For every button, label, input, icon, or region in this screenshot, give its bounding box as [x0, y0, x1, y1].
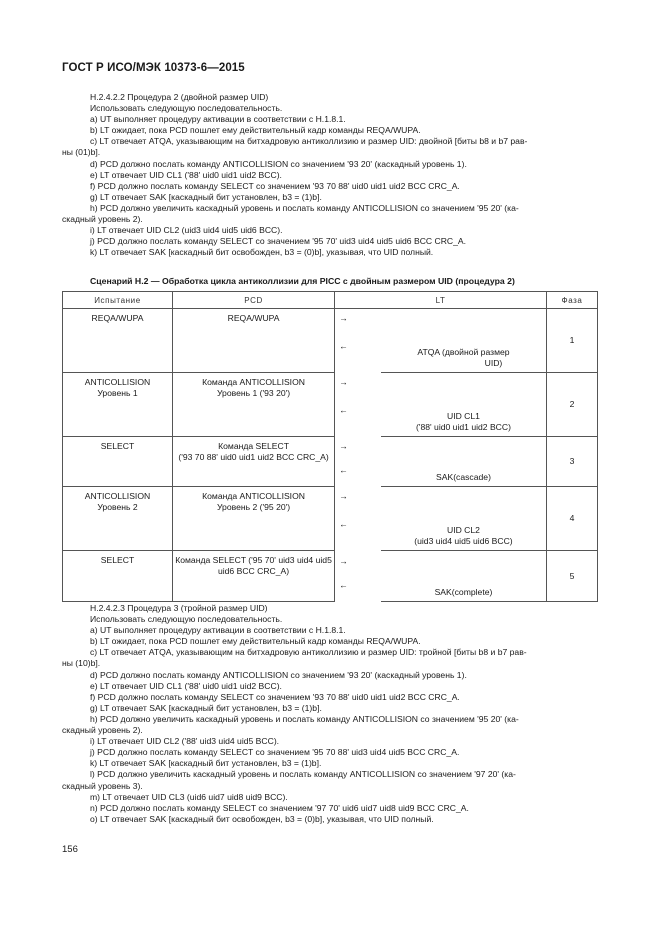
- text-line: l) PCD должно увеличить каскадный уровень и послать команду ANTICOLLISION со значением '97 20' (ка-: [90, 769, 516, 780]
- text-line: h) PCD должно увеличить каскадный уровень и послать команду ANTICOLLISION со значением '95 20' (ка-: [90, 713, 519, 724]
- cell-test: ANTICOLLISION Уровень 1: [63, 373, 173, 437]
- text-line: c) LT отвечает ATQA, указывающим на битхадровую антиколлизию и размер UID: тройной [биты b8 и b7 рав-: [90, 647, 527, 658]
- arrow-right-icon: →: [339, 441, 348, 451]
- scenario-table: [62, 291, 598, 602]
- procedure-2-section: [62, 92, 598, 258]
- text-line: b) LT ожидает, пока PCD пошлет ему действительный кадр команды REQA/WUPA.: [90, 125, 421, 136]
- header-phase: Фаза: [547, 292, 598, 309]
- text-line: Использовать следующую последовательность.: [90, 614, 283, 625]
- text-line: скадный уровень 2).: [62, 214, 143, 225]
- text-line: i) LT отвечает UID CL2 ('88' uid3 uid4 uid5 BCC).: [90, 736, 280, 747]
- text-line: i) LT отвечает UID CL2 (uid3 uid4 uid5 uid6 BCC).: [90, 225, 283, 236]
- text-line: k) LT отвечает SAK [каскадный бит установлен, b3 = (1)b].: [90, 758, 322, 769]
- text-line: j) PCD должно послать команду SELECT со значением '95 70 88' uid3 uid4 uid5 BCC CRC_A.: [90, 747, 460, 758]
- arrow-right-icon: →: [339, 555, 348, 566]
- arrow-left-icon: ←: [339, 404, 348, 415]
- table-caption: Сценарий H.2 — Обработка цикла антиколлизии для PICC с двойным размером UID (процедура 2): [90, 276, 515, 286]
- text-line: скадный уровень 2).: [62, 725, 143, 736]
- text-line: f) PCD должно послать команду SELECT со значением '93 70 88' uid0 uid1 uid2 BCC CRC_A.: [90, 180, 460, 191]
- table-row: [63, 487, 598, 551]
- text-line: e) LT отвечает UID CL1 ('88' uid0 uid1 uid2 BCC).: [90, 169, 282, 180]
- text-line: o) LT отвечает SAK [каскадный бит освобожден, b3 = (0)b], указывая, что UID полный.: [90, 813, 434, 824]
- cell-pcd: Команда ANTICOLLISION Уровень 1 ('93 20'): [173, 373, 335, 437]
- text-line: m) LT отвечает UID CL3 (uid6 uid7 uid8 uid9 BCC).: [90, 791, 288, 802]
- cell-phase: 5: [547, 551, 598, 602]
- text-line: d) PCD должно послать команду ANTICOLLISION со значением '93 20' (каскадный уровень 1).: [90, 669, 467, 680]
- arrow-left-icon: ←: [339, 518, 348, 529]
- cell-pcd: Команда SELECT ('93 70 88' uid0 uid1 uid2 BCC CRC_A): [173, 437, 335, 487]
- text-line: d) PCD должно послать команду ANTICOLLISION со значением '93 20' (каскадный уровень 1).: [90, 158, 467, 169]
- page-number: 156: [62, 844, 78, 855]
- table-header-row: [63, 292, 598, 309]
- cell-phase: 1: [547, 309, 598, 373]
- table-row: [63, 437, 598, 487]
- procedure-3-section: [62, 603, 598, 825]
- text-line: n) PCD должно послать команду SELECT со значением '97 70' uid6 uid7 uid8 uid9 BCC CRC_A.: [90, 802, 469, 813]
- cell-test: REQA/WUPA: [63, 309, 173, 373]
- cell-pcd: Команда SELECT ('95 70' uid3 uid4 uid5 uid6 BCC CRC_A): [173, 551, 335, 602]
- text-line: b) LT ожидает, пока PCD пошлет ему действительный кадр команды REQA/WUPA.: [90, 636, 421, 647]
- text-line: k) LT отвечает SAK [каскадный бит освобожден, b3 = (0)b], указывая, что UID полный.: [90, 247, 434, 258]
- cell-lt: UID CL2 (uid3 uid4 uid5 uid6 BCC): [381, 487, 547, 551]
- text-line: g) LT отвечает SAK [каскадный бит установлен, b3 = (1)b].: [90, 702, 322, 713]
- arrow-left-icon: ←: [339, 340, 348, 351]
- arrow-left-icon: ←: [339, 579, 348, 590]
- cell-pcd: REQA/WUPA: [173, 309, 335, 373]
- arrow-right-icon: →: [339, 312, 348, 323]
- text-line: c) LT отвечает ATQA, указывающим на битхадровую антиколлизию и размер UID: двойной [биты b8 и b7 рав-: [90, 136, 528, 147]
- text-line: e) LT отвечает UID CL1 ('88' uid0 uid1 uid2 BCC).: [90, 680, 282, 691]
- cell-direction: [335, 373, 381, 437]
- table-row: [63, 373, 598, 437]
- cell-phase: 4: [547, 487, 598, 551]
- text-line: f) PCD должно послать команду SELECT со значением '93 70 88' uid0 uid1 uid2 BCC CRC_A.: [90, 691, 460, 702]
- cell-lt: SAK(cascade): [381, 437, 547, 487]
- arrow-right-icon: →: [339, 376, 348, 387]
- cell-lt: ATQA (двойной размер UID): [381, 309, 547, 373]
- table-row: [63, 309, 598, 373]
- cell-direction: [335, 437, 381, 487]
- section-heading: H.2.4.2.2 Процедура 2 (двойной размер UID): [90, 92, 269, 102]
- text-line: j) PCD должно послать команду SELECT со значением '95 70' uid3 uid4 uid5 uid6 BCC CRC_A.: [90, 236, 467, 247]
- header-lt: LT: [335, 292, 547, 309]
- text-line: ны (01)b].: [62, 147, 101, 158]
- cell-lt: SAK(complete): [381, 551, 547, 602]
- cell-direction: [335, 551, 381, 602]
- text-line: a) UT выполняет процедуру активации в соответствии с H.1.8.1.: [90, 625, 346, 636]
- arrow-left-icon: ←: [339, 465, 348, 475]
- text-line: g) LT отвечает SAK [каскадный бит установлен, b3 = (1)b].: [90, 191, 322, 202]
- cell-lt: UID CL1 ('88' uid0 uid1 uid2 BCC): [381, 373, 547, 437]
- text-line: ны (10)b].: [62, 658, 101, 669]
- text-line: a) UT выполняет процедуру активации в соответствии с H.1.8.1.: [90, 114, 346, 125]
- table-row: [63, 551, 598, 602]
- cell-phase: 3: [547, 437, 598, 487]
- document-header: ГОСТ Р ИСО/МЭК 10373-6—2015: [62, 62, 245, 74]
- arrow-right-icon: →: [339, 490, 348, 501]
- cell-direction: [335, 309, 381, 373]
- cell-pcd: Команда ANTICOLLISION Уровень 2 ('95 20'): [173, 487, 335, 551]
- cell-direction: [335, 487, 381, 551]
- text-line: h) PCD должно увеличить каскадный уровень и послать команду ANTICOLLISION со значением '95 20' (ка-: [90, 202, 519, 213]
- header-pcd: PCD: [173, 292, 335, 309]
- header-test: Испытание: [63, 292, 173, 309]
- cell-test: SELECT: [63, 437, 173, 487]
- cell-test: SELECT: [63, 551, 173, 602]
- cell-test: ANTICOLLISION Уровень 2: [63, 487, 173, 551]
- cell-phase: 2: [547, 373, 598, 437]
- section-heading: H.2.4.2.3 Процедура 3 (тройной размер UID): [90, 603, 268, 613]
- text-line: Использовать следующую последовательность.: [90, 103, 283, 114]
- text-line: скадный уровень 3).: [62, 780, 143, 791]
